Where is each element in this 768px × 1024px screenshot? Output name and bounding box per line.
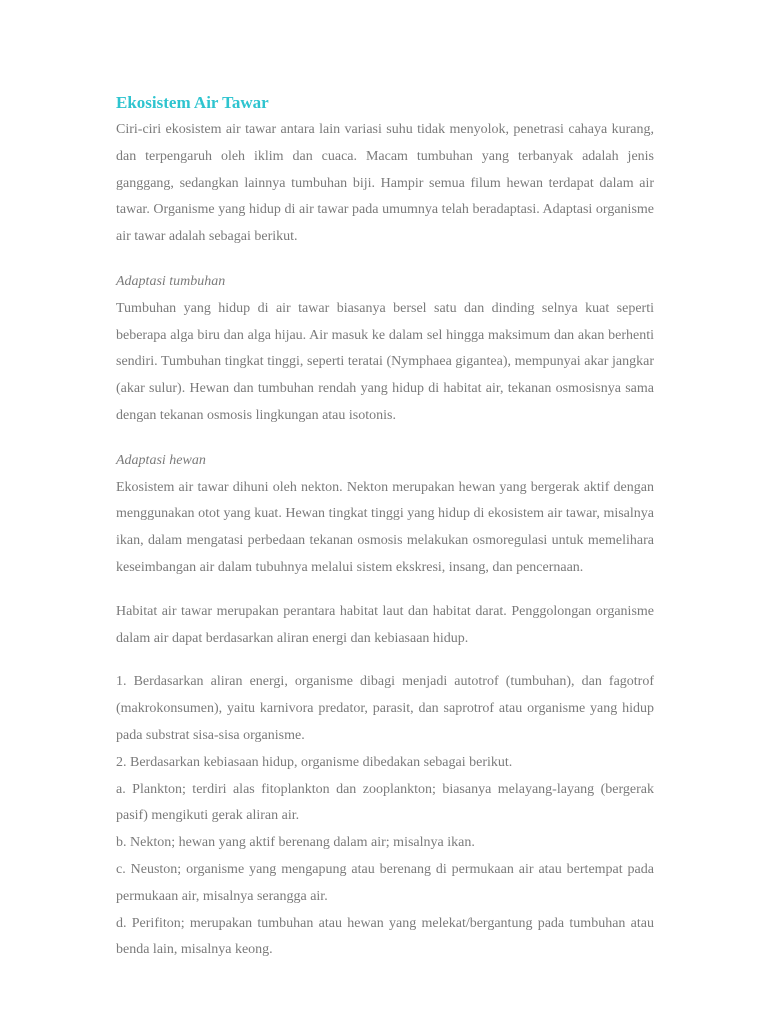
list-item: 2. Berdasarkan kebiasaan hidup, organisme dibedakan sebagai berikut.: [116, 754, 513, 770]
intro-paragraph: Ciri-ciri ekosistem air tawar antara lain variasi suhu tidak menyolok, penetrasi cahaya kurang, dan terpengaruh oleh iklim dan cuaca. Macam tumbuhan yang terbanyak adalah jenis ganggang, sedangkan lainnya tumbuhan biji. Hampir semua filum hewan terdapat dalam air tawar. Organisme yang hidup di air tawar pada umumnya telah beradaptasi. Adaptasi organisme air tawar adalah sebagai berikut.: [116, 122, 654, 245]
habitat-paragraph: Habitat air tawar merupakan perantara habitat laut dan habitat darat. Penggolongan organisme dalam air dapat berdasarkan aliran energi dan kebiasaan hidup.: [116, 603, 654, 646]
spacer: [116, 582, 654, 599]
animals-paragraph: Ekosistem air tawar dihuni oleh nekton. Nekton merupakan hewan yang bergerak aktif dengan menggunakan otot yang kuat. Hewan tingkat tinggi yang hidup di ekosistem air tawar, misalnya ikan, dalam mengatasi perbedaan tekanan osmosis melakukan osmoregulasi untuk memelihara keseimbangan air dalam tubuhnya melalui sistem ekskresi, insang, dan pencernaan.: [116, 479, 654, 575]
list-item: d. Perifiton; merupakan tumbuhan atau hewan yang melekat/bergantung pada tumbuhan atau benda lain, misalnya keong.: [116, 915, 654, 958]
list-item: c. Neuston; organisme yang mengapung atau berenang di permukaan air atau bertempat pada permukaan air, misalnya serangga air.: [116, 861, 654, 904]
spacer: [116, 251, 654, 269]
spacer: [116, 430, 654, 448]
document-title: Ekosistem Air Tawar: [116, 93, 269, 112]
plants-paragraph: Tumbuhan yang hidup di air tawar biasanya bersel satu dan dinding selnya kuat seperti beberapa alga biru dan alga hijau. Air masuk ke dalam sel hingga maksimum dan akan berhenti sendiri. Tumbuhan tingkat tinggi, seperti teratai (Nymphaea gigantea), mempunyai akar jangkar (akar sulur). Hewan dan tumbuhan rendah yang hidup di habitat air, tekanan osmosisnya sama dengan tekanan osmosis lingkungan atau isotonis.: [116, 300, 654, 423]
list-item: 1. Berdasarkan aliran energi, organisme dibagi menjadi autotrof (tumbuhan), dan fagotrof (makrokonsumen), yaitu karnivora predator, parasit, dan saprotrof atau organisme yang hidup pada substrat sisa-sisa organisme.: [116, 674, 654, 743]
spacer: [116, 652, 654, 669]
classification-list: [116, 669, 654, 964]
plants-heading: Adaptasi tumbuhan: [116, 273, 226, 289]
document-page: [116, 90, 654, 964]
list-item: b. Nekton; hewan yang aktif berenang dalam air; misalnya ikan.: [116, 835, 475, 851]
animals-heading: Adaptasi hewan: [116, 452, 206, 468]
list-item: a. Plankton; terdiri alas fitoplankton dan zooplankton; biasanya melayang-layang (bergerak pasif) mengikuti gerak aliran air.: [116, 781, 654, 824]
